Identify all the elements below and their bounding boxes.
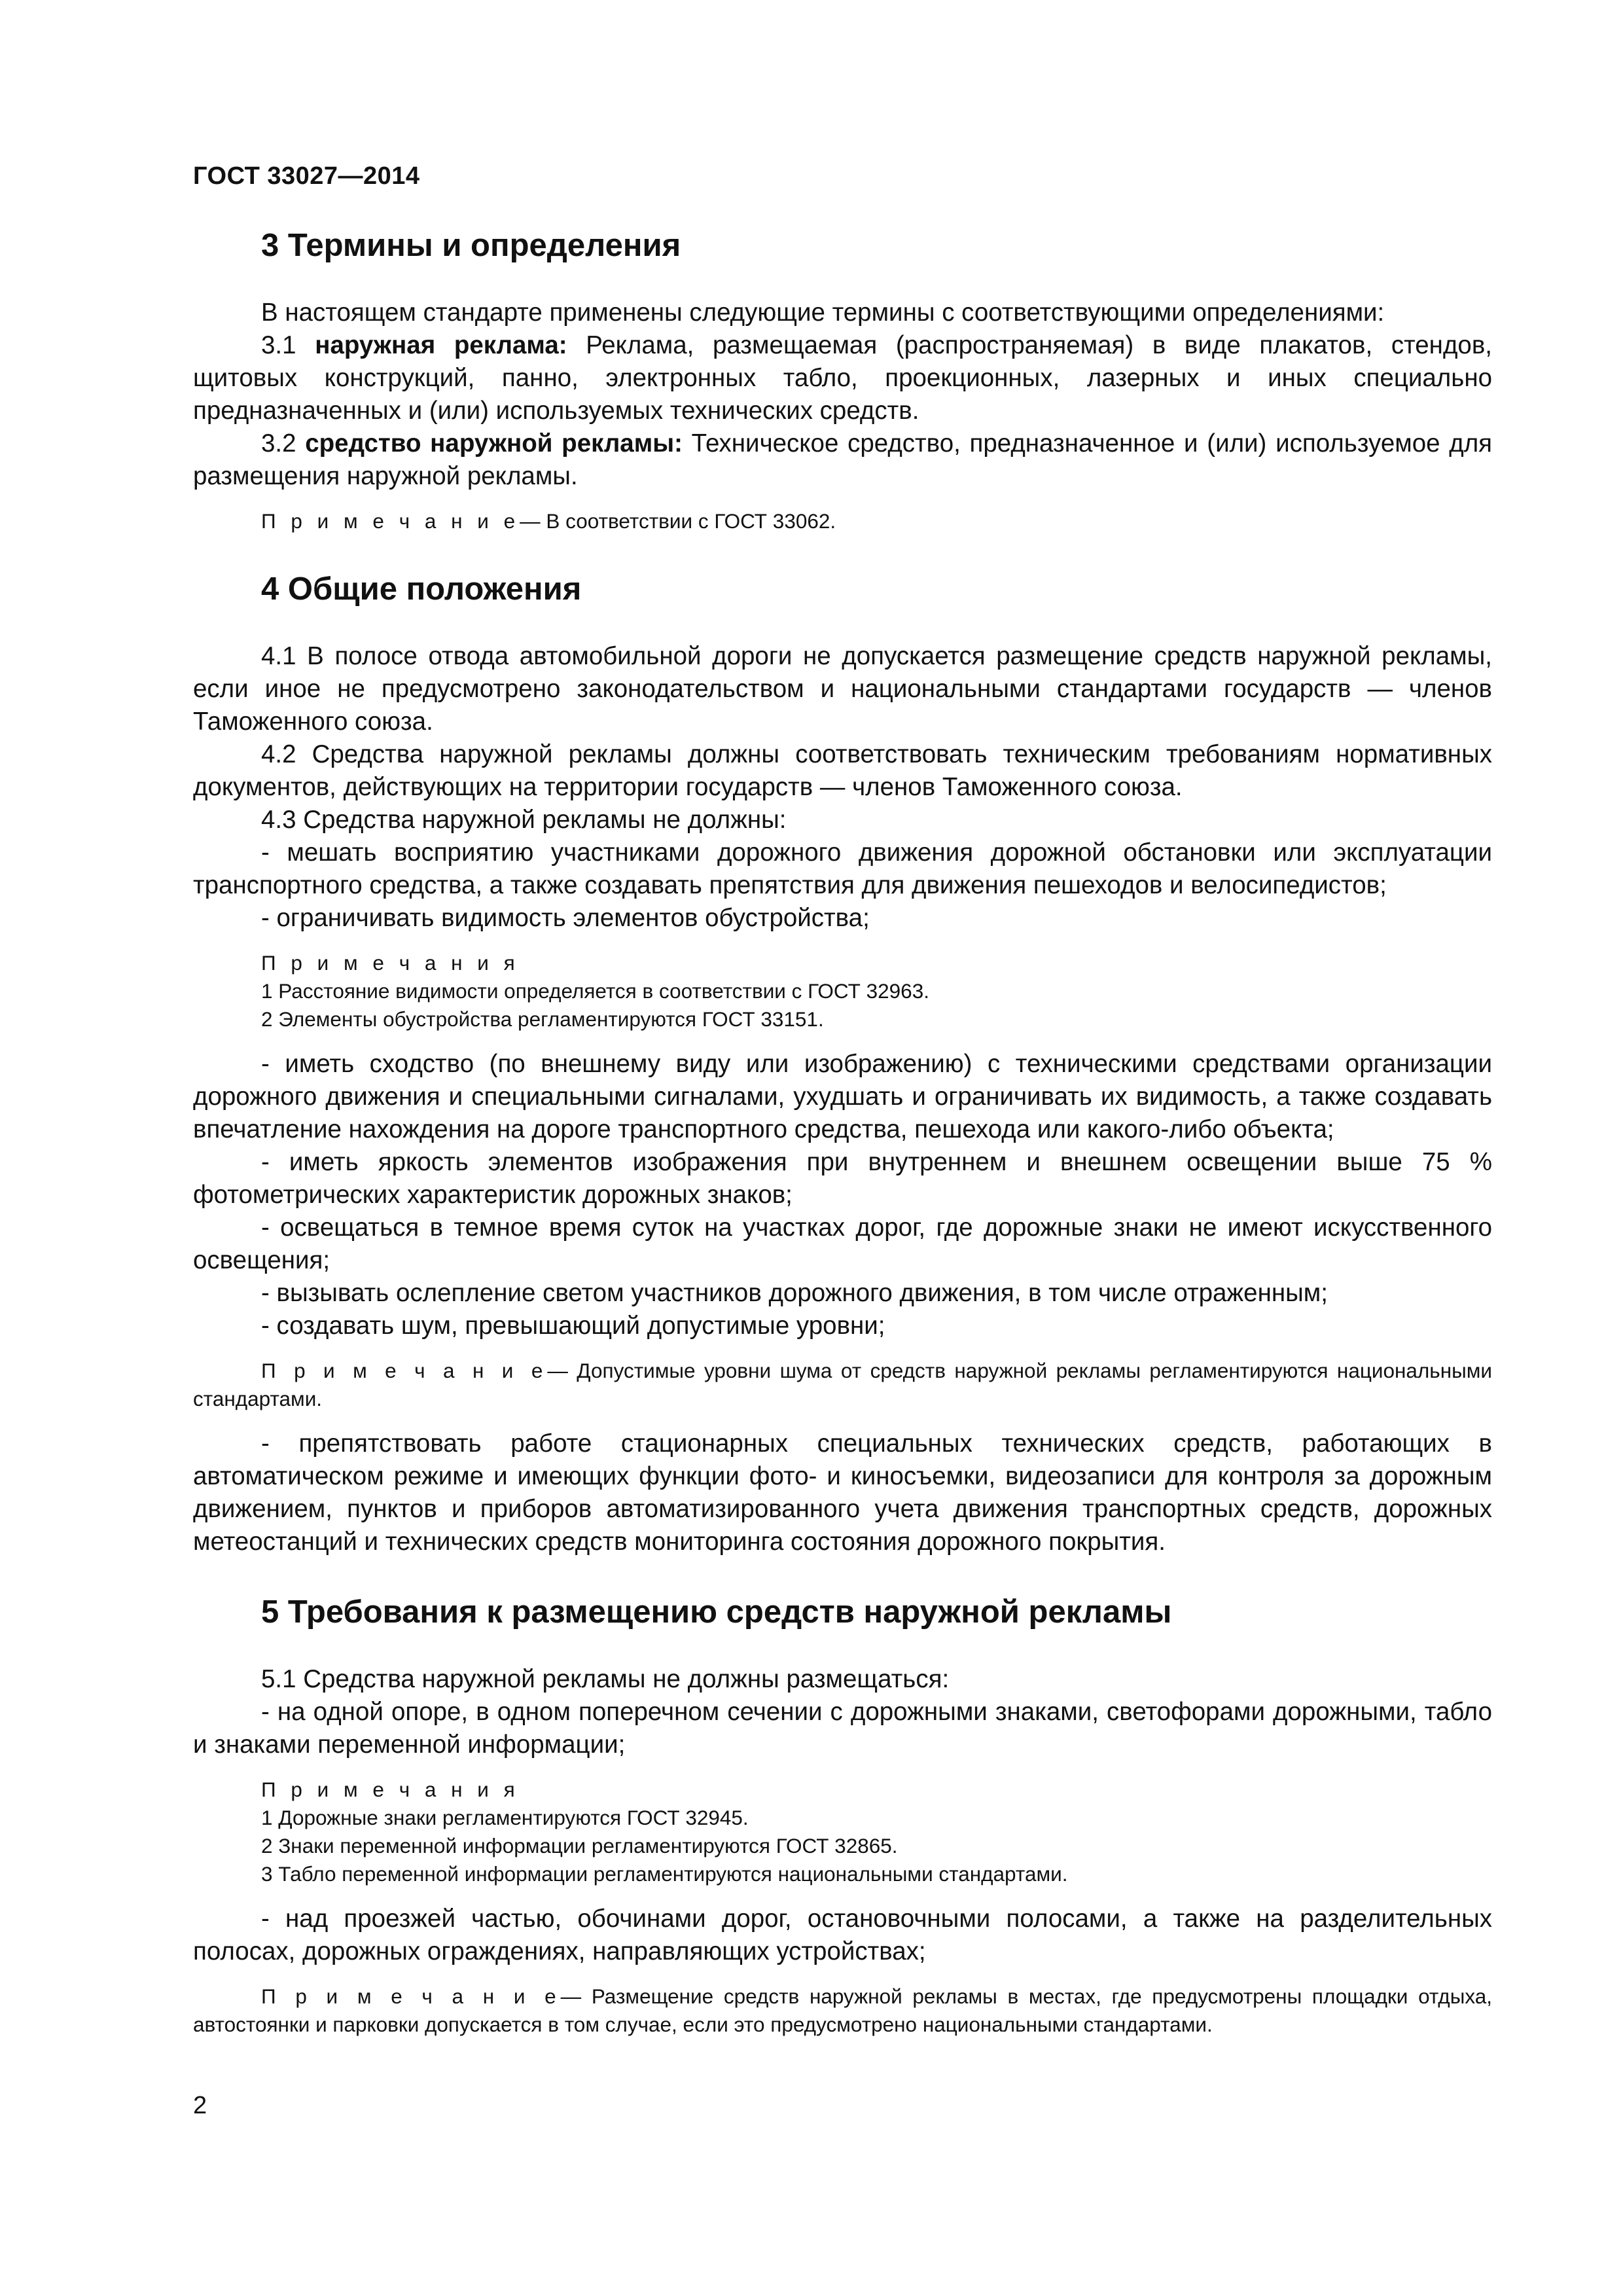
notes-label — [193, 1776, 1492, 1804]
page-content — [193, 226, 1492, 2039]
term-3-2-term: средство наружной рекламы: — [305, 429, 683, 457]
list-item: - иметь яркость элементов изображения при внутреннем и внешнем освещении выше 75 % фотометрических характеристик дорожных знаков; — [193, 1148, 1492, 1209]
note-item: 1 Расстояние видимости определяется в соответствии с ГОСТ 32963. — [261, 979, 929, 1003]
section-3-note — [193, 507, 1492, 535]
list-item: - препятствовать работе стационарных специальных технических средств, работающих в автоматическом режиме и имеющих функции фото- и киносъемки, видеозаписи для контроля за дорожным движением, пунктов и приборов автоматизированного учета движения транспортных средств, дорожных метеостанций и технических средств мониторинга состояния дорожного покрытия. — [193, 1429, 1492, 1556]
note-text: — Размещение средств наружной рекламы в местах, где предусмотрены площадки отдыха, автостоянки и парковки допускается в том случае, если это предусмотрено национальными стандартами. — [193, 1984, 1492, 2036]
list-item: - на одной опоре, в одном поперечном сечении с дорожными знаками, светофорами дорожными, табло и знаками переменной информации; — [193, 1698, 1492, 1759]
note-label: П р и м е ч а н и е — [261, 1984, 561, 2008]
clause-4-3: 4.3 Средства наружной рекламы не должны: — [261, 806, 787, 834]
term-3-1-number: 3.1 — [261, 331, 296, 359]
section-4-title: 4 Общие положения — [261, 571, 582, 607]
clause-4-1: 4.1 В полосе отвода автомобильной дороги не допускается размещение средств наружной рекламы, если иное не предусмотрено законодательством и национальными стандартами государств — членов Таможенного союза. — [193, 642, 1492, 736]
note-label: П р и м е ч а н и е — [261, 1359, 548, 1382]
list-item: - освещаться в темное время суток на участках дорог, где дорожные знаки не имеют искусственного освещения; — [193, 1213, 1492, 1274]
list-item: - вызывать ослепление светом участников дорожного движения, в том числе отраженным; — [261, 1279, 1328, 1307]
term-3-1-term: наружная реклама: — [315, 331, 567, 359]
notes-label-text: П р и м е ч а н и я — [261, 1778, 520, 1801]
term-3-2-number: 3.2 — [261, 429, 296, 457]
term-3-2 — [193, 427, 1492, 493]
section-3-intro: В настоящем стандарте применены следующие термины с соответствующими определениями: — [261, 298, 1385, 327]
list-item: - ограничивать видимость элементов обустройства; — [261, 904, 870, 932]
list-item: - мешать восприятию участниками дорожного движения дорожной обстановки или эксплуатации транспортного средства, а также создавать препятствия для движения пешеходов и велосипедистов; — [193, 838, 1492, 899]
note-item: 2 Знаки переменной информации регламентируются ГОСТ 32865. — [261, 1834, 898, 1857]
list-item: - иметь сходство (по внешнему виду или изображению) с техническими средствами организации дорожного движения и специальными сигналами, ухудшать и ограничивать их видимость, а также создавать впечатление нахождения на дороге транспортного средства, пешехода или какого-либо объекта; — [193, 1050, 1492, 1143]
note-item: 2 Элементы обустройства регламентируются ГОСТ 33151. — [261, 1007, 824, 1031]
note-text: — Допустимые уровни шума от средств наружной рекламы регламентируются национальными стандартами. — [193, 1359, 1492, 1410]
term-3-2-definition: Техническое средство, предназначенное и (или) используемое для размещения наружной рекламы. — [193, 429, 1493, 490]
list-item: - над проезжей частью, обочинами дорог, остановочными полосами, а также на разделительных полосах, дорожных ограждениях, направляющих устройствах; — [193, 1905, 1492, 1965]
section-5-title: 5 Требования к размещению средств наружной рекламы — [261, 1594, 1172, 1630]
note-label: П р и м е ч а н и е — [261, 509, 520, 533]
term-3-1 — [193, 329, 1492, 427]
notes-label-text: П р и м е ч а н и я — [261, 951, 520, 975]
notes-label — [193, 949, 1492, 977]
section-4-note — [193, 1357, 1492, 1413]
section-5-note — [193, 1982, 1492, 2039]
note-item: 1 Дорожные знаки регламентируются ГОСТ 32945. — [261, 1806, 749, 1829]
list-item: - создавать шум, превышающий допустимые уровни; — [261, 1312, 885, 1340]
clause-4-2: 4.2 Средства наружной рекламы должны соответствовать техническим требованиям нормативных документов, действующих на территории государств — членов Таможенного союза. — [193, 740, 1492, 801]
term-3-1-definition: Реклама, размещаемая (распространяемая) в виде плакатов, стендов, щитовых конструкций, панно, электронных табло, проекционных, лазерных и иных специально предназначенных и (или) используемых технических средств. — [193, 331, 1492, 425]
note-text: — В соответствии с ГОСТ 33062. — [520, 509, 836, 533]
page-number: 2 — [193, 2092, 207, 2119]
clause-5-1: 5.1 Средства наружной рекламы не должны размещаться: — [261, 1665, 950, 1693]
section-3-title: 3 Термины и определения — [261, 228, 681, 263]
standard-header: ГОСТ 33027—2014 — [193, 162, 420, 190]
note-item: 3 Табло переменной информации регламентируются национальными стандартами. — [261, 1862, 1068, 1886]
